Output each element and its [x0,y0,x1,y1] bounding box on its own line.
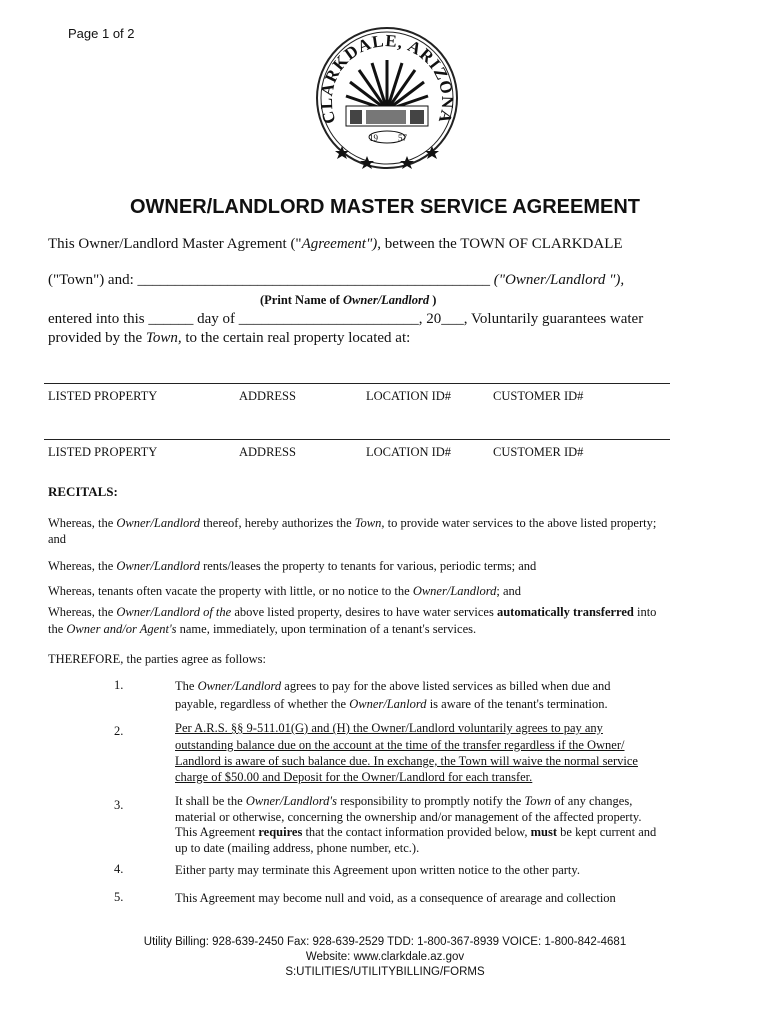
page-number: Page 1 of 2 [68,26,135,41]
print-name-label: (Print Name of Owner/Landlord ) [260,293,437,307]
item-4-text: Either party may terminate this Agreement upon written notice to the other party. [175,863,580,877]
recital-1-cont: and [48,532,67,546]
intro-line-1: This Owner/Landlord Master Agrement ("Agreement"), between the TOWN OF CLARKDALE [48,236,623,252]
item-number: 1. [114,678,124,692]
item-number: 3. [114,798,124,812]
intro-line-3: entered into this ______ day of ________________________, 20___, Voluntarily guarantees water [48,311,644,327]
property-location-label: LOCATION ID# [366,445,452,459]
item-2-line-4: charge of $50.00 and Deposit for the Owner/Landlord for each transfer. [175,770,533,784]
recital-2: Whereas, the Owner/Landlord rents/leases the property to tenants for various, periodic terms; and [48,559,537,573]
footer-website: Website: www.clarkdale.az.gov [305,951,465,963]
item-2-line-3: Landlord is aware of such balance due. In exchange, the Town will waive the normal service [175,754,638,768]
property-listed-label: LISTED PROPERTY [48,445,158,459]
property-customer-label: CUSTOMER ID# [493,445,584,459]
property-listed-label: LISTED PROPERTY [48,389,158,403]
recitals-heading: RECITALS: [48,484,118,499]
item-3-line-2: material or otherwise, concerning the ownership and/or management of the affected property. [175,810,642,824]
recital-4: Whereas, the Owner/Landlord of the above listed property, desires to have water services automatically transferred into [48,605,657,619]
property-customer-label: CUSTOMER ID# [493,389,584,403]
therefore-line: THEREFORE, the parties agree as follows: [48,652,267,666]
recital-4-cont: the Owner and/or Agent's name, immediately, upon termination of a tenant's services. [48,622,477,636]
item-3-line-4: up to date (mailing address, phone number, etc.). [175,841,420,855]
footer-contact: Utility Billing: 928-639-2450 Fax: 928-639-2529 TDD: 1-800-367-8939 VOICE: 1-800-842-4681 [143,936,627,948]
recital-3: Whereas, tenants often vacate the property with little, or no notice to the Owner/Landlord; and [48,584,522,598]
item-number: 5. [114,890,124,904]
item-1-line-1: The Owner/Landlord agrees to pay for the above listed services as billed when due and [175,679,611,693]
item-5-text: This Agreement may become null and void, as a consequence of arearage and collection [175,891,616,905]
agreement-title: OWNER/LANDLORD MASTER SERVICE AGREEMENT [129,196,641,218]
item-number: 2. [114,724,124,738]
seal-year-left: 19 [369,133,378,143]
town-seal-logo [312,20,462,176]
item-2-line-1: Per A.R.S. §§ 9-511.01(G) and (H) the Owner/Landlord voluntarily agrees to pay any [175,721,603,735]
intro-line-4: provided by the Town, to the certain real property located at: [48,330,411,346]
intro-line-2: ("Town") and: _______________________________________________ ("Owner/Landlord "), [48,272,625,288]
item-3-line-1: It shall be the Owner/Landlord's responsibility to promptly notify the Town of any changes, [175,794,633,808]
seal-year-right: 57 [398,133,407,143]
property-row-1-line [44,383,670,384]
item-3-line-3: This Agreement requires that the contact information provided below, must be kept current and [175,825,657,839]
property-address-label: ADDRESS [239,445,296,459]
item-2-line-2: outstanding balance due on the account at the time of the transfer regardless if the Owner/ [175,738,625,752]
property-row-2-line [44,439,670,440]
recital-1: Whereas, the Owner/Landlord thereof, hereby authorizes the Town, to provide water services to the above listed property; [48,516,657,530]
owner-name-blank[interactable]: _______________________________________________ [137,272,491,288]
property-location-label: LOCATION ID# [366,389,452,403]
footer-path: S:UTILITIES/UTILITYBILLING/FORMS [285,966,485,978]
property-address-label: ADDRESS [239,389,296,403]
item-number: 4. [114,862,124,876]
item-1-line-2: payable, regardless of whether the Owner/Lanlord is aware of the tenant's termination. [175,697,608,711]
svg-text:CLARKDALE, ARIZONA: CLARKDALE, ARIZONA [316,31,458,126]
